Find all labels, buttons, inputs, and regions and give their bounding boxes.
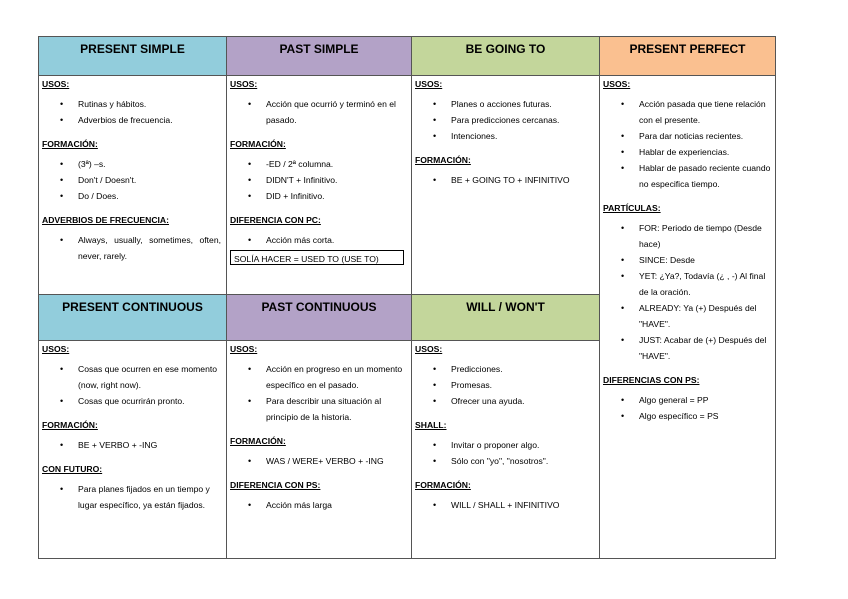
section-title: FORMACIÓN: <box>230 139 286 149</box>
section-title: USOS: <box>415 344 443 354</box>
list-item: • Acción más larga <box>266 497 408 513</box>
section-title: USOS: <box>415 79 443 89</box>
usos-list <box>42 361 223 409</box>
list-item: • Acción en progreso en un momento específico en el pasado. <box>266 361 408 393</box>
list-item: • Algo general = PP <box>639 392 772 408</box>
used-to-note: SOLÍA HACER = USED TO (USE TO) <box>230 250 404 265</box>
section-title: USOS: <box>230 344 258 354</box>
section-title: USOS: <box>230 79 258 89</box>
section-title: ADVERBIOS DE FRECUENCIA: <box>42 215 170 225</box>
usos-list <box>603 96 772 192</box>
list-item: • YET: ¿Ya?, Todavía (¿ , -) Al final de la oración. <box>639 268 772 300</box>
list-item: • (3ª) –s. <box>78 156 223 172</box>
header-present-perfect: PRESENT PERFECT <box>599 36 776 76</box>
list-item: • DID + Infinitivo. <box>266 188 408 204</box>
list-item: • SINCE: Desde <box>639 252 772 268</box>
be-going-to-cell <box>411 75 600 295</box>
section-title: USOS: <box>603 79 631 89</box>
list-item: • BE + VERBO + -ING <box>78 437 223 453</box>
formacion-list <box>230 453 408 469</box>
list-item: • Ofrecer una ayuda. <box>451 393 596 409</box>
usos-list <box>230 361 408 425</box>
list-item: • Planes o acciones futuras. <box>451 96 596 112</box>
usos-list <box>230 96 408 128</box>
list-item: • Don't / Doesn't. <box>78 172 223 188</box>
list-item: • Acción más corta. <box>266 232 408 248</box>
shall-list <box>415 437 596 469</box>
list-item: • Cosas que ocurrirán pronto. <box>78 393 223 409</box>
list-item: • Para predicciones cercanas. <box>451 112 596 128</box>
section-title: FORMACIÓN: <box>415 155 471 165</box>
adverbios-list <box>42 232 223 264</box>
diferencia-list <box>230 232 408 248</box>
section-title: PARTÍCULAS: <box>603 203 661 213</box>
list-item: • Always, usually, sometimes, often, never, rarely. <box>78 232 221 264</box>
futuro-list <box>42 481 223 513</box>
particulas-list <box>603 220 772 364</box>
list-item: • DIDN'T + Infinitivo. <box>266 172 408 188</box>
header-will-wont: WILL / WON'T <box>411 294 600 341</box>
usos-list <box>42 96 223 128</box>
formacion-list <box>230 156 408 204</box>
list-item: • Do / Does. <box>78 188 223 204</box>
header-past-continuous: PAST CONTINUOUS <box>226 294 412 341</box>
diferencia-list <box>230 497 408 513</box>
past-simple-cell <box>226 75 412 295</box>
list-item: • Acción que ocurrió y terminó en el pasado. <box>266 96 408 128</box>
list-item: • Para describir una situación al principio de la historia. <box>266 393 408 425</box>
formacion-list <box>415 497 596 513</box>
list-item: • FOR: Periodo de tiempo (Desde hace) <box>639 220 772 252</box>
section-title: CON FUTURO: <box>42 464 103 474</box>
header-present-simple: PRESENT SIMPLE <box>38 36 227 76</box>
list-item: • Acción pasada que tiene relación con el presente. <box>639 96 772 128</box>
list-item: • -ED / 2ª columna. <box>266 156 408 172</box>
formacion-list <box>42 156 223 204</box>
section-title: FORMACIÓN: <box>230 436 286 446</box>
list-item: • JUST: Acabar de (+) Después del "HAVE". <box>639 332 772 364</box>
usos-list <box>415 361 596 409</box>
section-title: DIFERENCIA CON PS: <box>230 480 321 490</box>
header-past-simple: PAST SIMPLE <box>226 36 412 76</box>
section-title: FORMACIÓN: <box>42 420 98 430</box>
list-item: • Algo específico = PS <box>639 408 772 424</box>
list-item: • WAS / WERE+ VERBO + -ING <box>266 453 408 469</box>
list-item: • BE + GOING TO + INFINITIVO <box>451 172 596 188</box>
present-continuous-cell <box>38 340 227 559</box>
diferencias-list <box>603 392 772 424</box>
list-item: • Hablar de pasado reciente cuando no especifica tiempo. <box>639 160 772 192</box>
section-title: FORMACIÓN: <box>42 139 98 149</box>
list-item: • Predicciones. <box>451 361 596 377</box>
section-title: USOS: <box>42 344 70 354</box>
section-title: SHALL: <box>415 420 447 430</box>
header-present-continuous: PRESENT CONTINUOUS <box>38 294 227 341</box>
section-title: FORMACIÓN: <box>415 480 471 490</box>
section-title: DIFERENCIA CON PC: <box>230 215 321 225</box>
list-item: • Invitar o proponer algo. <box>451 437 596 453</box>
header-be-going-to: BE GOING TO <box>411 36 600 76</box>
list-item: • Rutinas y hábitos. <box>78 96 223 112</box>
section-title: DIFERENCIAS CON PS: <box>603 375 700 385</box>
section-title: USOS: <box>42 79 70 89</box>
formacion-list <box>415 172 596 188</box>
list-item: • ALREADY: Ya (+) Después del "HAVE". <box>639 300 772 332</box>
usos-list <box>415 96 596 144</box>
list-item: • Hablar de experiencias. <box>639 144 772 160</box>
will-cell <box>411 340 600 559</box>
list-item: • WILL / SHALL + INFINITIVO <box>451 497 596 513</box>
past-continuous-cell <box>226 340 412 559</box>
list-item: • Sólo con "yo", "nosotros". <box>451 453 596 469</box>
present-simple-cell <box>38 75 227 295</box>
list-item: • Promesas. <box>451 377 596 393</box>
list-item: • Cosas que ocurren en ese momento (now, right now). <box>78 361 223 393</box>
list-item: • Para planes fijados en un tiempo y lugar específico, ya están fijados. <box>78 481 223 513</box>
list-item: • Intenciones. <box>451 128 596 144</box>
present-perfect-cell <box>599 75 776 559</box>
formacion-list <box>42 437 223 453</box>
list-item: • Adverbios de frecuencia. <box>78 112 223 128</box>
list-item: • Para dar noticias recientes. <box>639 128 772 144</box>
